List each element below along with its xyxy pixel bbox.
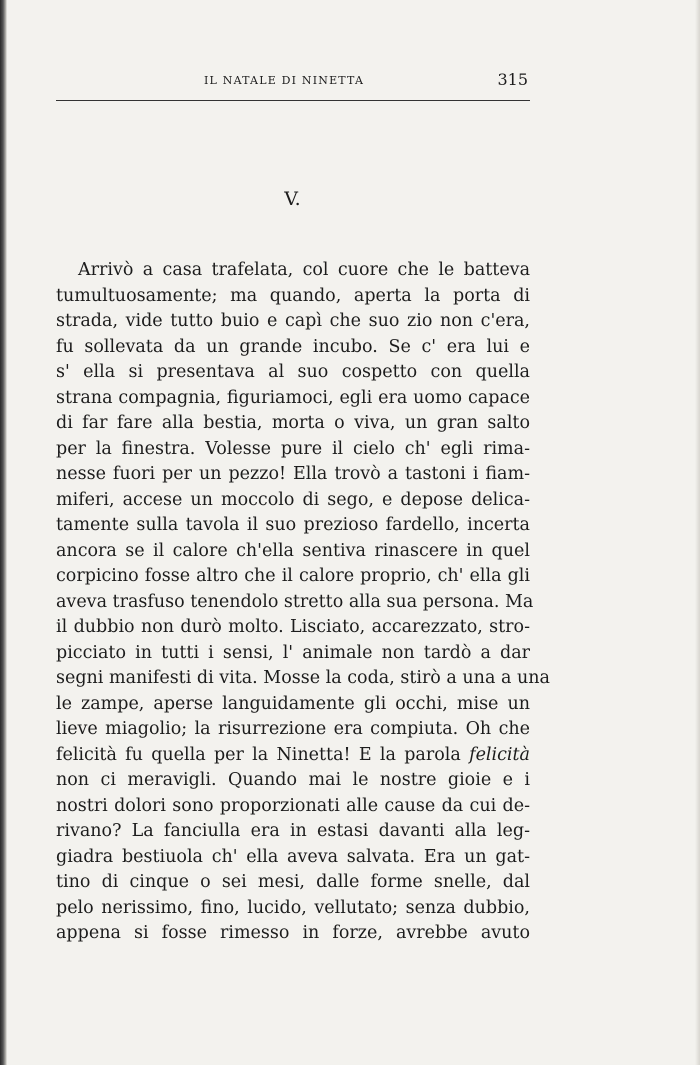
text-line-segment: felicità fu quella per la Ninetta! E la parola [56,744,461,765]
text-line: picciato in tutti i sensi, l' animale non tardò a dar [56,642,530,663]
text-line: miferi, accese un moccolo di sego, e depose delica- [56,489,530,510]
page-right-edge [695,0,700,1065]
page-binding-edge [0,0,7,1065]
text-line: lieve miagolio; la risurrezione era compiuta. Oh che [56,719,530,739]
text-line: nostri dolori sono proporzionati alle cause da cui de- [56,795,530,816]
text-line: le zampe, aperse languidamente gli occhi, mise un [56,693,530,714]
text-line: non ci meravigli. Quando mai le nostre gioie e i [56,770,530,790]
text-line: tino di cinque o sei mesi, dalle forme snelle, dal [56,872,530,892]
running-header [58,70,530,92]
text-line: appena si fosse rimesso in forze, avrebbe avuto [56,923,530,943]
chapter-heading: V. [284,188,301,210]
italic-word: felicità [469,744,530,765]
text-line: Arrivò a casa trafelata, col cuore che le batteva [78,260,530,280]
text-line: corpicino fosse altro che il calore proprio, ch' ella gli [56,566,530,586]
text-line: il dubbio non durò molto. Lisciato, accarezzato, stro- [56,617,530,637]
body-text [56,258,550,947]
text-line: strana compagnia, figuriamoci, egli era uomo capace [56,387,530,408]
text-line: pelo nerissimo, fino, lucido, vellutato; senza dubbio, [56,897,530,918]
text-line: tumultuosamente; ma quando, aperta la porta di [56,285,530,306]
text-line: rivano? La fanciulla era in estasi davanti alla leg- [56,821,530,841]
text-line: segni manifesti di vita. Mosse la coda, stirò a una a una [56,668,550,688]
page-number: 315 [497,70,528,89]
text-line: di far fare alla bestia, morta o viva, un gran salto [56,413,530,433]
text-line: fu sollevata da un grande incubo. Se c' era lui e [56,336,530,357]
text-line: tamente sulla tavola il suo prezioso fardello, incerta [56,515,530,535]
header-rule [56,100,530,101]
text-line: nesse fuori per un pezzo! Ella trovò a tastoni i fiam- [56,464,530,484]
text-line: strada, vide tutto buio e capì che suo zio non c'era, [56,311,530,331]
text-line: per la finestra. Volesse pure il cielo ch' egli rima- [56,438,530,459]
running-title: IL NATALE DI NINETTA [204,74,365,87]
text-line: s' ella si presentava al suo cospetto con quella [56,362,530,382]
text-line-with-italic [56,743,530,769]
text-line: ancora se il calore ch'ella sentiva rinascere in quel [56,540,530,561]
text-line: aveva trasfuso tenendolo stretto alla sua persona. Ma [56,591,534,612]
text-line: giadra bestiuola ch' ella aveva salvata. Era un gat- [56,846,530,867]
